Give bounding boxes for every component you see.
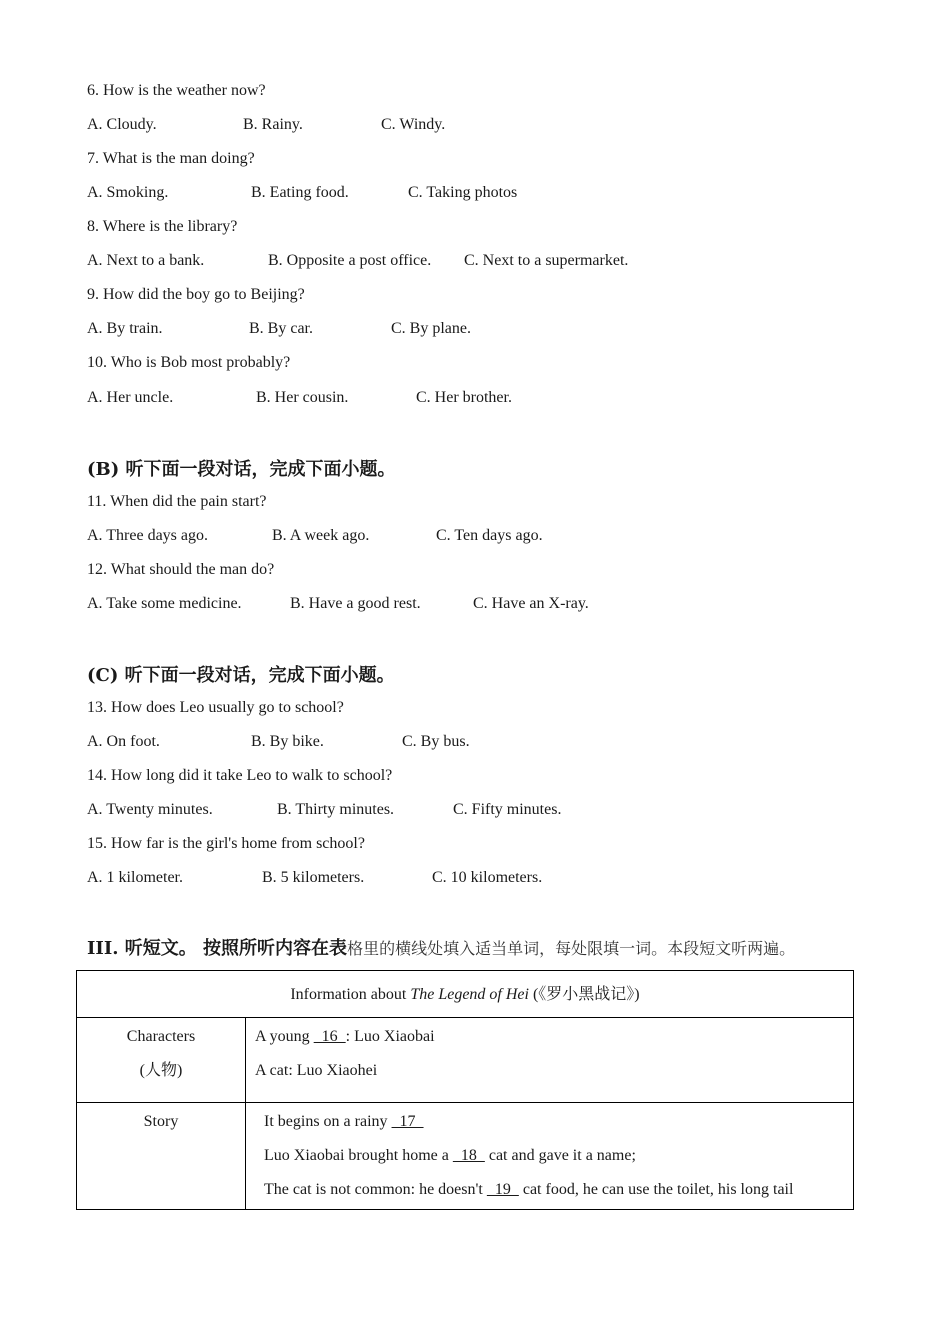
blank-18[interactable]: 18 — [452, 1147, 485, 1164]
option-6b: B. Rainy. — [243, 116, 303, 133]
option-6c: C. Windy. — [381, 116, 446, 133]
section-3-title-rest: 格里的横线处填入适当单词，每处限填一词。本段短文听两遍。 — [347, 939, 796, 958]
option-10a: A. Her uncle. — [87, 389, 174, 406]
story-label-cell — [77, 1103, 246, 1210]
question-13: 13. How does Leo usually go to school? — [87, 699, 344, 716]
section-b-title: (B) 听下面一段对话，完成下面小题。 — [87, 459, 396, 480]
option-13c: C. By bus. — [402, 733, 470, 750]
characters-label: Characters — [126, 1028, 196, 1045]
question-12: 12. What should the man do? — [87, 561, 275, 578]
option-15c: C. 10 kilometers. — [432, 869, 543, 886]
character-line-2: A cat: Luo Xiaohei — [255, 1062, 378, 1079]
option-11a: A. Three days ago. — [87, 527, 208, 544]
option-12a: A. Take some medicine. — [87, 595, 242, 612]
header-prefix: Information about — [290, 986, 411, 1003]
option-7a: A. Smoking. — [87, 184, 169, 201]
option-9b: B. By car. — [249, 320, 313, 337]
option-12c: C. Have an X-ray. — [473, 595, 589, 612]
section-c-title: (C) 听下面一段对话，完成下面小题。 — [87, 665, 395, 686]
blank-17[interactable]: 17 — [391, 1113, 424, 1130]
story-content-cell — [246, 1103, 854, 1210]
option-9c: C. By plane. — [391, 320, 471, 337]
option-8b: B. Opposite a post office. — [268, 252, 432, 269]
table-header — [77, 971, 854, 1018]
option-8a: A. Next to a bank. — [87, 252, 205, 269]
story-label: Story — [143, 1113, 179, 1130]
option-6a: A. Cloudy. — [87, 116, 157, 133]
option-9a: A. By train. — [87, 320, 163, 337]
section-3-title — [87, 934, 795, 960]
option-12b: B. Have a good rest. — [290, 595, 421, 612]
story-line-2: Luo Xiaobai brought home a 18 cat and gave it a name; — [264, 1147, 636, 1164]
blank-19[interactable]: 19 — [486, 1181, 519, 1198]
character-line-1: A young 16 : Luo Xiaobai — [255, 1028, 435, 1045]
question-7: 7. What is the man doing? — [87, 150, 255, 167]
question-6: 6. How is the weather now? — [87, 82, 266, 99]
option-13b: B. By bike. — [251, 733, 324, 750]
story-line-1: It begins on a rainy 17 — [264, 1113, 424, 1130]
question-14: 14. How long did it take Leo to walk to school? — [87, 767, 393, 784]
characters-content-cell — [246, 1018, 854, 1103]
question-9: 9. How did the boy go to Beijing? — [87, 286, 305, 303]
option-11c: C. Ten days ago. — [436, 527, 543, 544]
option-7b: B. Eating food. — [251, 184, 349, 201]
option-15a: A. 1 kilometer. — [87, 869, 183, 886]
characters-label-cell — [77, 1018, 246, 1103]
question-15: 15. How far is the girl's home from school? — [87, 835, 365, 852]
option-14a: A. Twenty minutes. — [87, 801, 213, 818]
header-suffix: (《罗小黑战记》) — [528, 986, 640, 1003]
question-11: 11. When did the pain start? — [87, 493, 267, 510]
option-10b: B. Her cousin. — [256, 389, 349, 406]
option-10c: C. Her brother. — [416, 389, 512, 406]
option-14b: B. Thirty minutes. — [277, 801, 395, 818]
characters-label-cn: (人物) — [139, 1062, 183, 1079]
information-table — [76, 970, 854, 1210]
option-14c: C. Fifty minutes. — [453, 801, 562, 818]
option-13a: A. On foot. — [87, 733, 160, 750]
header-title: The Legend of Hei — [410, 986, 529, 1003]
section-3-title-bold: III. 听短文。 按照所听内容在表 — [87, 938, 348, 959]
question-8: 8. Where is the library? — [87, 218, 238, 235]
option-15b: B. 5 kilometers. — [262, 869, 365, 886]
option-11b: B. A week ago. — [272, 527, 370, 544]
option-7c: C. Taking photos — [408, 184, 518, 201]
option-8c: C. Next to a supermarket. — [464, 252, 629, 269]
question-10: 10. Who is Bob most probably? — [87, 354, 291, 371]
blank-16[interactable]: 16 — [313, 1028, 346, 1045]
story-line-3: The cat is not common: he doesn't 19 cat food, he can use the toilet, his long tail — [264, 1181, 794, 1198]
